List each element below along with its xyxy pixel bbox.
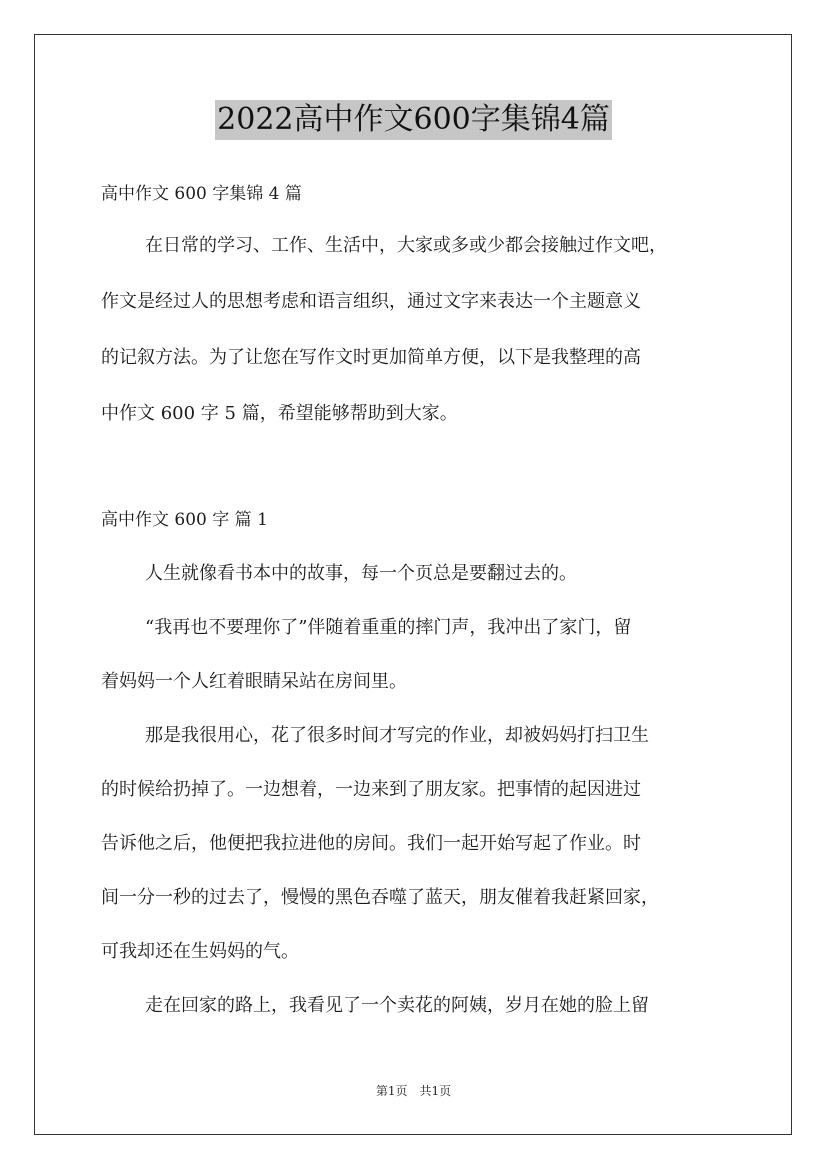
paragraph-line: 那是我很用心，花了很多时间才写完的作业，却被妈妈打扫卫生 (145, 725, 649, 746)
paragraph-line: 着妈妈一个人红着眼睛呆站在房间里。 (101, 671, 407, 692)
paragraph-line: 的时候给扔掉了。一边想着，一边来到了朋友家。把事情的起因进过 (101, 779, 641, 800)
page-total: 共1页 (419, 1084, 452, 1098)
paragraph-line: 可我却还在生妈妈的气。 (101, 941, 299, 962)
document-title: 2022高中作文600字集锦4篇 (215, 100, 612, 140)
section-heading: 高中作文 600 字 篇 1 (101, 510, 268, 530)
intro-line: 作文是经过人的思想考虑和语言组织，通过文字来表达一个主题意义 (101, 291, 641, 312)
intro-line: 的记叙方法。为了让您在写作文时更加简单方便，以下是我整理的高 (101, 347, 641, 368)
page-number: 第1页 (375, 1084, 408, 1098)
paragraph-line: 间一分一秒的过去了，慢慢的黑色吞噬了蓝天，朋友催着我赶紧回家， (101, 887, 659, 908)
paragraph-line: 人生就像看书本中的故事，每一个页总是要翻过去的。 (145, 563, 577, 584)
title-container (0, 100, 827, 140)
paragraph-line: “我再也不要理你了”伴随着重重的摔门声，我冲出了家门，留 (145, 617, 632, 638)
section-body (101, 560, 731, 1030)
intro-line: 在日常的学习、工作、生活中，大家或多或少都会接触过作文吧， (145, 235, 667, 256)
document-subtitle: 高中作文 600 字集锦 4 篇 (101, 184, 302, 204)
paragraph-line: 走在回家的路上，我看见了一个卖花的阿姨，岁月在她的脸上留 (145, 995, 649, 1016)
page-footer (0, 1083, 827, 1099)
intro-line: 中作文 600 字 5 篇，希望能够帮助到大家。 (101, 403, 458, 424)
intro-paragraph (101, 232, 731, 432)
paragraph-line: 告诉他之后，他便把我拉进他的房间。我们一起开始写起了作业。时 (101, 833, 641, 854)
